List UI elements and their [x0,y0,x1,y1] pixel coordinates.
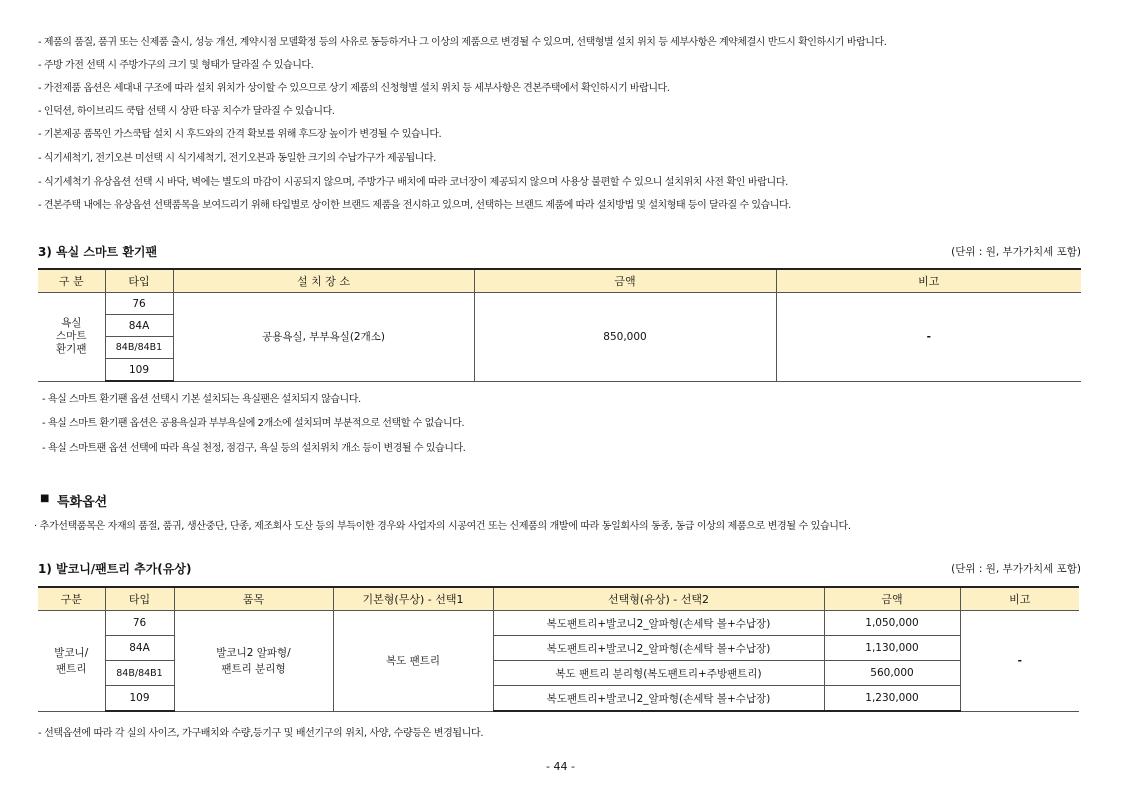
col-header: 타입 [105,587,174,611]
price-cell: 1,230,000 [824,686,960,712]
table-header-row [38,269,1081,293]
note-line: - 욕실 스마트팬 옵션 선택에 따라 욕실 천정, 점검구, 욕실 등의 설치위치 개소 등이 변경될 수 있습니다. [42,443,466,454]
note-line: - 견본주택 내에는 유상옵션 선택품목을 보여드리기 위해 타입별로 상이한 브랜드 제품을 전시하고 있으며, 선택하는 브랜드 제품에 따라 설치방법 및 설치형태 등이 달라질 수 있습니다. [38,200,791,211]
col-header: 비고 [776,269,1081,293]
section-title: 3) 욕실 스마트 환기팬 [38,245,158,259]
price-cell: 1,130,000 [824,636,960,661]
special-option-title: 특화옵션 [57,495,108,510]
note-line: - 주방 가전 선택 시 주방가구의 크기 및 형태가 달라질 수 있습니다. [38,60,314,71]
category-cell: 욕실 스마트 환기팬 [38,293,105,382]
fan-option-table [38,268,1081,382]
remark-cell: - [776,293,1081,382]
col-header: 구 분 [38,269,105,293]
price-cell: 560,000 [824,661,960,686]
category-cell: 발코니/ 팬트리 [38,611,105,712]
type-cell: 84B/84B1 [105,337,173,359]
paid-option-cell: 복도팬트리+발코니2_알파형(손세탁 볼+수납장) [493,611,824,636]
note-line: - 가전제품 옵션은 세대내 구조에 따라 설치 위치가 상이할 수 있으므로 상기 제품의 신청형별 설치 위치 등 세부사항은 견본주택에서 확인하시기 바랍니다. [38,83,670,94]
col-header: 설 치 장 소 [173,269,474,293]
special-option-note: · 추가선택품목은 자재의 품절, 품귀, 생산중단, 단종, 제조회사 도산 등의 부득이한 경우와 사업자의 시공여건 또는 신제품의 개발에 따라 동일회사의 동종, 동급 이상의 제품으로 변경될 수 있습니다. [34,521,851,532]
balcony-pantry-table [38,586,1079,712]
note-line: - 식기세척기, 전기오븐 미선택 시 식기세척기, 전기오븐과 동일한 크기의 수납가구가 제공됩니다. [38,153,436,164]
table-row [38,293,1081,315]
type-cell: 76 [105,293,173,315]
col-header: 품목 [174,587,333,611]
table-row [38,611,1079,636]
col-header: 비고 [960,587,1079,611]
unit-label: (단위 : 원, 부가가치세 포함) [951,563,1081,575]
page-number: - 44 - [546,760,575,773]
note-line: - 식기세척기 유상옵션 선택 시 바닥, 벽에는 별도의 마감이 시공되지 않으며, 주방가구 배치에 따라 코너장이 제공되지 않으며 사용상 불편할 수 있으니 설치위치 사전 확인 바랍니다. [38,177,788,188]
type-cell: 84A [105,636,174,661]
type-cell: 109 [105,359,173,382]
col-header: 타입 [105,269,173,293]
remark-cell: - [960,611,1079,712]
type-cell: 76 [105,611,174,636]
paid-option-cell: 복도 팬트리 분리형(복도팬트리+주방팬트리) [493,661,824,686]
type-cell: 109 [105,686,174,712]
paid-option-cell: 복도팬트리+발코니2_알파형(손세탁 볼+수납장) [493,636,824,661]
bullet-square: ■ [40,493,50,504]
note-line: - 욕실 스마트 환기팬 옵션은 공용욕실과 부부욕실에 2개소에 설치되며 부분적으로 선택할 수 없습니다. [42,418,465,429]
price-cell: 1,050,000 [824,611,960,636]
section-title: 1) 발코니/팬트리 추가(유상) [38,562,192,576]
col-header: 금액 [474,269,776,293]
paid-option-cell: 복도팬트리+발코니2_알파형(손세탁 볼+수납장) [493,686,824,712]
note-line: - 인덕션, 하이브리드 쿡탑 선택 시 상판 타공 치수가 달라질 수 있습니다. [38,106,335,117]
unit-label: (단위 : 원, 부가가치세 포함) [951,246,1081,258]
location-cell: 공용욕실, 부부욕실(2개소) [173,293,474,382]
item-cell: 발코니2 알파형/ 팬트리 분리형 [174,611,333,712]
col-header: 금액 [824,587,960,611]
col-header: 선택형(유상) - 선택2 [493,587,824,611]
col-header: 구분 [38,587,105,611]
basic-option-cell: 복도 팬트리 [333,611,493,712]
note-line: - 선택옵션에 따라 각 실의 사이즈, 가구배치와 수량,등기구 및 배선기구의 위치, 사양, 수량등은 변경됩니다. [38,728,484,739]
note-line: - 제품의 품질, 품귀 또는 신제품 출시, 성능 개선, 계약시점 모델확정 등의 사유로 동등하거나 그 이상의 제품으로 변경될 수 있으며, 선택형별 설치 위치 등 세부사항은 계약체결시 반드시 확인하시기 바랍니다. [38,37,887,48]
type-cell: 84B/84B1 [105,661,174,686]
price-cell: 850,000 [474,293,776,382]
type-cell: 84A [105,315,173,337]
table-header-row [38,587,1079,611]
col-header: 기본형(무상) - 선택1 [333,587,493,611]
note-line: - 욕실 스마트 환기팬 옵션 선택시 기본 설치되는 욕실팬은 설치되지 않습니다. [42,394,361,405]
note-line: - 기본제공 품목인 가스쿡탑 설치 시 후드와의 간격 확보를 위해 후드장 높이가 변경될 수 있습니다. [38,129,442,140]
